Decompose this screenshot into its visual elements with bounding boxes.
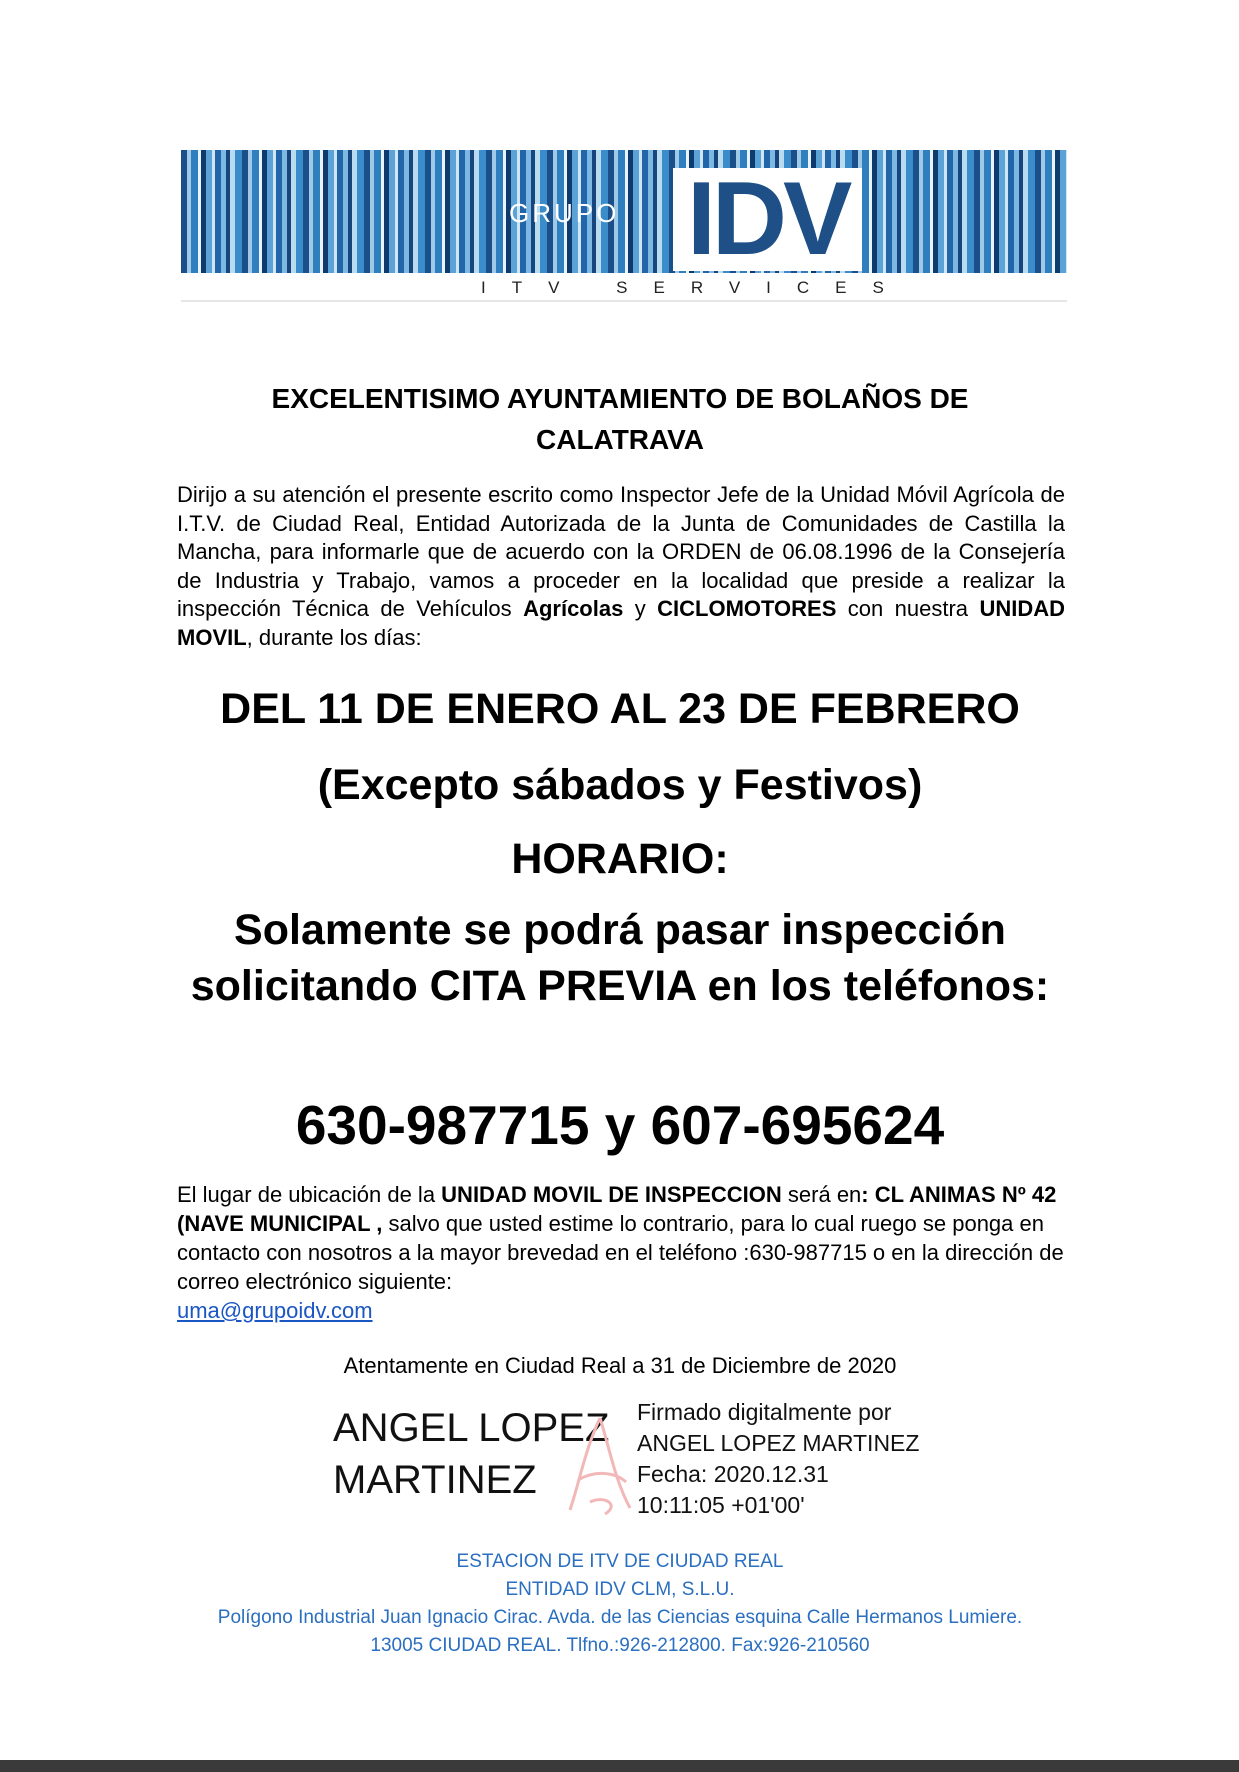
cita-previa-notice: Solamente se podrá pasar inspección solicitando CITA PREVIA en los teléfonos: (190, 906, 1050, 1010)
location-text: El lugar de ubicación de la (177, 1182, 442, 1207)
email-link[interactable]: uma@grupoidv.com (177, 1298, 373, 1323)
intro-unidad-movil: UNIDAD MOVIL (177, 596, 1065, 650)
intro-and: y (623, 596, 658, 621)
signature-name-line-2: MARTINEZ (333, 1458, 537, 1502)
intro-end: , durante los días: (246, 624, 422, 650)
location-paragraph (177, 1180, 1065, 1325)
logo-subtitle: ITV SERVICES (481, 278, 910, 297)
location-unit: UNIDAD MOVIL DE INSPECCION (441, 1182, 782, 1207)
intro-agricolas: Agrícolas (523, 596, 624, 621)
contact-phones: 630-987715 y 607-695624 (295, 1094, 945, 1156)
signature-meta-3: Fecha: 2020.12.31 (637, 1461, 829, 1487)
location-text-3: salvo que usted estime lo contrario, para lo cual ruego se ponga en contacto con nosotros a la mayor brevedad en el teléfono :630-987715 o en la dirección de correo electrónico siguiente: (177, 1211, 1064, 1294)
closing-line: Atentamente en Ciudad Real a 31 de Diciembre de 2020 (343, 1353, 897, 1378)
footer-line-2: ENTIDAD IDV CLM, S.L.U. (505, 1579, 735, 1600)
logo-grupo-text: GRUPO (509, 198, 620, 228)
station-footer (100, 1548, 1140, 1660)
footer-line-3: Polígono Industrial Juan Ignacio Cirac. Avda. de las Ciencias esquina Calle Hermanos Lumiere. (217, 1607, 1023, 1628)
signature-metadata (637, 1397, 957, 1521)
location-text-2: será en (781, 1182, 862, 1207)
intro-text: Dirijo a su atención el presente escrito como Inspector Jefe de la Unidad Móvil Agrícola de I.T.V. de Ciudad Real, Entidad Autorizada de la Junta de Comunidades de Castilla la Mancha, para informarle que de acuerdo con la ORDEN de 06.08.1996 de la Consejería de Industria y Trabajo, vamos a proceder en la localidad que preside a realizar la inspección Técnica de Vehículos (177, 482, 1065, 621)
logo-stripes-banner (181, 150, 1067, 273)
footer-line-1: ESTACION DE ITV DE CIUDAD REAL (456, 1551, 784, 1572)
intro-ciclomotores: CICLOMOTORES (657, 596, 837, 621)
footer-line-4: 13005 CIUDAD REAL. Tlfno.:926-212800. Fax:926-210560 (370, 1635, 870, 1656)
location-address: : CL ANIMAS Nº 42 (NAVE MUNICIPAL , (177, 1182, 1057, 1236)
heading-line-2: CALATRAVA (536, 424, 704, 455)
grupo-idv-logo (181, 150, 1067, 306)
inspection-dates: DEL 11 DE ENERO AL 23 DE FEBRERO (220, 685, 1020, 733)
inspection-exceptions: (Excepto sábados y Festivos) (317, 761, 923, 809)
digital-signature-mark-icon (560, 1410, 640, 1520)
addressee-heading (150, 378, 1090, 460)
intro-paragraph (177, 481, 1065, 652)
signature-meta-4: 10:11:05 +01'00' (637, 1492, 805, 1518)
viewer-bottom-bar (0, 1760, 1239, 1772)
signature-name-line-1: ANGEL LOPEZ (333, 1406, 610, 1450)
horario-heading: HORARIO: (511, 835, 729, 883)
logo-divider (181, 300, 1067, 302)
heading-line-1: EXCELENTISIMO AYUNTAMIENTO DE BOLAÑOS DE (271, 383, 969, 414)
signature-meta-2: ANGEL LOPEZ MARTINEZ (637, 1430, 920, 1456)
logo-idv-text: IDV (673, 168, 862, 271)
signature-meta-1: Firmado digitalmente por (637, 1399, 892, 1425)
intro-with: con nuestra (836, 596, 980, 621)
